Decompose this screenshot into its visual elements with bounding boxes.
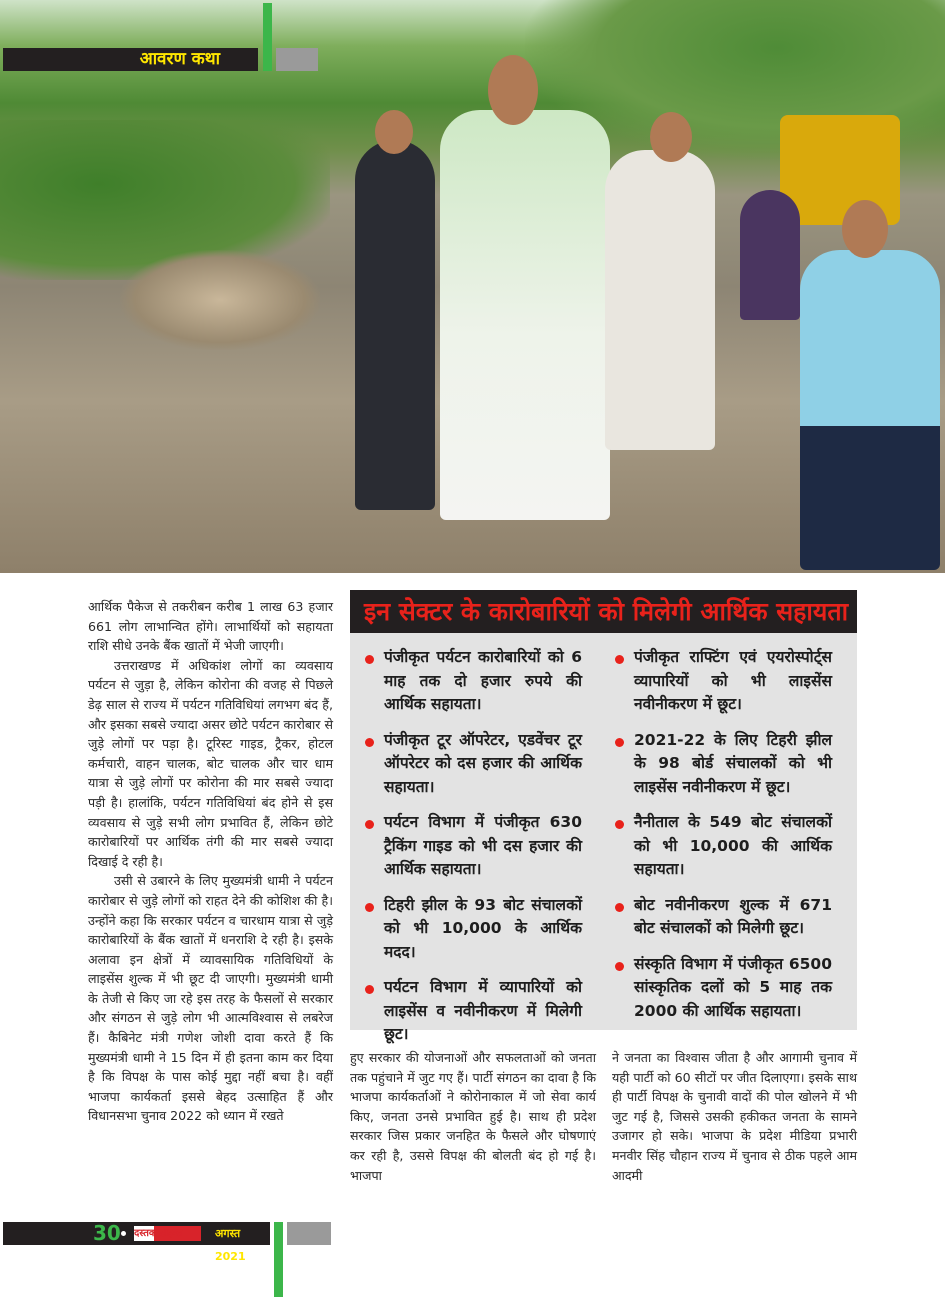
bullet-icon <box>365 820 374 829</box>
list-item <box>350 646 582 717</box>
bullet-icon <box>615 903 624 912</box>
bullet-icon <box>365 985 374 994</box>
photo-person-cm <box>440 110 610 520</box>
bullet-icon <box>615 820 624 829</box>
paragraph: आर्थिक पैकेज से तकरीबन करीब 1 लाख 63 हजार 661 लोग लाभान्वित होंगे। लाभार्थियों को सहायता राशि सीधे उनके बैंक खातों में भेजी जाएगी। <box>88 599 333 654</box>
bullet-icon <box>615 738 624 747</box>
accent-bar-top <box>263 3 272 71</box>
photo-person <box>605 150 715 450</box>
sidebar-box <box>350 590 857 1043</box>
list-item-text: पंजीकृत राफ्टिंग एवं एयरोस्पोर्ट्स व्यापारियों को भी लाइसेंस नवीनीकरण में छूट। <box>634 648 832 713</box>
bullet-icon <box>615 655 624 664</box>
box-list-left <box>350 646 582 1059</box>
section-header <box>3 48 258 71</box>
list-item-text: संस्कृति विभाग में पंजीकृत 6500 सांस्कृतिक दलों को 5 माह तक 2000 की आर्थिक सहायता। <box>634 954 832 1020</box>
bullet-icon <box>365 903 374 912</box>
photo-person-head <box>842 200 888 258</box>
paragraph: ने जनता का विश्वास जीता है और आगामी चुनाव में यही पार्टी को 60 सीटों पर जीत दिलाएगा। इसके साथ ही पार्टी विपक्ष के चुनावी वादों की पोल खोलने में भी जुट गई है, जिससे उसकी हकीकत जनता के सामने उजागर हो सके। भाजपा के प्रदेश मीडिया प्रभारी मनवीर सिंह चौहान राज्य में चुनाव से ठीक पहले आम आदमी <box>612 1050 857 1183</box>
list-item-text: पर्यटन विभाग में व्यापारियों को लाइसेंस व नवीनीकरण में मिलेगी छूट। <box>384 978 582 1043</box>
bullet-icon <box>615 962 624 971</box>
bullet-icon <box>365 655 374 664</box>
page-number: 30 <box>93 1221 121 1245</box>
list-item <box>600 953 832 1024</box>
photo-person-head <box>650 112 692 162</box>
list-item <box>600 646 832 717</box>
list-item-text: टिहरी झील के 93 बोट संचालकों को भी 10,000 के आर्थिक मदद। <box>384 895 582 961</box>
box-list-right <box>600 646 832 1035</box>
list-item <box>600 729 832 800</box>
middle-column <box>350 1048 596 1185</box>
accent-bar-bottom <box>274 1222 283 1297</box>
list-item <box>350 729 582 800</box>
list-item-text: बोट नवीनीकरण शुल्क में 671 बोट संचालकों को मिलेगी छूट। <box>634 895 832 937</box>
list-item <box>600 811 832 882</box>
page-footer <box>3 1221 270 1263</box>
list-item-text: पंजीकृत टूर ऑपरेटर, एडवेंचर टूर ऑपरेटर को दस हजार की आर्थिक सहायता। <box>384 730 582 796</box>
magazine-logo: दस्तक टाइम्स <box>134 1226 201 1241</box>
cover-photo <box>0 0 945 573</box>
right-column <box>612 1048 857 1185</box>
list-item-text: पर्यटन विभाग में पंजीकृत 630 ट्रैकिंग गाइड को भी दस हजार की आर्थिक सहायता। <box>384 813 582 878</box>
list-item <box>350 976 582 1047</box>
photo-person <box>800 250 940 570</box>
issue-date: अगस्त 2021 <box>215 1227 246 1263</box>
bullet-icon <box>365 738 374 747</box>
paragraph: उत्तराखण्ड में अधिकांश लोगों का व्यवसाय पर्यटन से जुड़ा है, लेकिन कोरोना की वजह से पिछले डेढ़ साल से राज्य में पर्यटन गतिविधियां लगभग बंद हैं, और इसका सबसे ज्यादा असर छोटे पर्यटन कारोबार से जुड़े लोगों पर पड़ा है। टूरिस्ट गाइड, ट्रैकर, होटल कर्मचारी, वाहन चालक, बोट चालक और चार धाम यात्रा से जुड़े लोगों पर कोरोना की मार सबसे ज्यादा पड़ी है। हालांकि, पर्यटन गतिविधियां बंद होने से इस व्यवसाय से जुड़े सभी लोग प्रभावित हैं, लेकिन छोटे कारोबारियों पर आर्थिक तंगी की मार सबसे ज्यादा दिखाई दे रही है। <box>88 657 333 869</box>
list-item-text: 2021-22 के लिए टिहरी झील के 98 बोर्ड संचालकों को भी लाइसेंस नवीनीकरण में छूट। <box>634 730 832 796</box>
left-column <box>88 597 333 1126</box>
paragraph: हुए सरकार की योजनाओं और सफलताओं को जनता तक पहुंचाने में जुट गए हैं। पार्टी संगठन का दावा है कि भाजपा कार्यकर्ताओं ने कोरोनाकाल में जो सेवा कार्य किए, जनता उनसे प्रभावित हुई है। साथ ही प्रदेश सरकार जिस प्रकार जनहित के फैसले और घोषणाएं कर रही है, उससे विपक्ष की बोलती बंद हो गई है। भाजपा <box>350 1050 596 1183</box>
list-item-text: नैनीताल के 549 बोट संचालकों को भी 10,000 की आर्थिक सहायता। <box>634 813 832 878</box>
separator-dot-icon <box>121 1231 126 1236</box>
photo-person <box>355 140 435 510</box>
list-item <box>350 811 582 882</box>
photo-person <box>740 190 800 320</box>
section-label: आवरण कथा <box>139 49 220 69</box>
list-item <box>350 894 582 965</box>
photo-rocks <box>120 250 320 350</box>
photo-person-head <box>375 110 413 154</box>
list-item-text: पंजीकृत पर्यटन कारोबारियों को 6 माह तक दो हजार रुपये की आर्थिक सहायता। <box>384 648 582 713</box>
list-item <box>600 894 832 941</box>
grey-tab-top <box>276 48 318 71</box>
box-title: इन सेक्टर के कारोबारियों को मिलेगी आर्थिक सहायता <box>350 590 857 633</box>
photo-person-head <box>488 55 538 125</box>
grey-tab-bottom <box>287 1222 331 1245</box>
paragraph: उसी से उबारने के लिए मुख्यमंत्री धामी ने पर्यटन कारोबार से जुड़े लोगों को राहत देने की कोशिश की है। उन्होंने कहा कि सरकार पर्यटन व चारधाम यात्रा से जुड़े कारोबारियों के बैंक खातों में धनराशि दे रही है। इसके अलावा इन क्षेत्रों में व्यावसायिक गतिविधियों के लाइसेंस शुल्क में भी छूट दी जाएगी। मुख्यमंत्री धामी के तेजी से किए जा रहे इस तरह के फैसलों से सरकार और संगठन से जुड़े लोग भी आत्मविश्वास से लबरेज हैं। कैबिनेट मंत्री गणेश जोशी दावा करते हैं कि मुख्यमंत्री धामी ने 15 दिन में ही इतना काम कर दिया है कि विपक्ष के पास कोई मुद्दा नहीं बचा है। वहीं भाजपा कार्यकर्ता इससे बेहद उत्साहित हैं और विधानसभा चुनाव 2022 को ध्यान में रखते <box>88 873 333 1124</box>
